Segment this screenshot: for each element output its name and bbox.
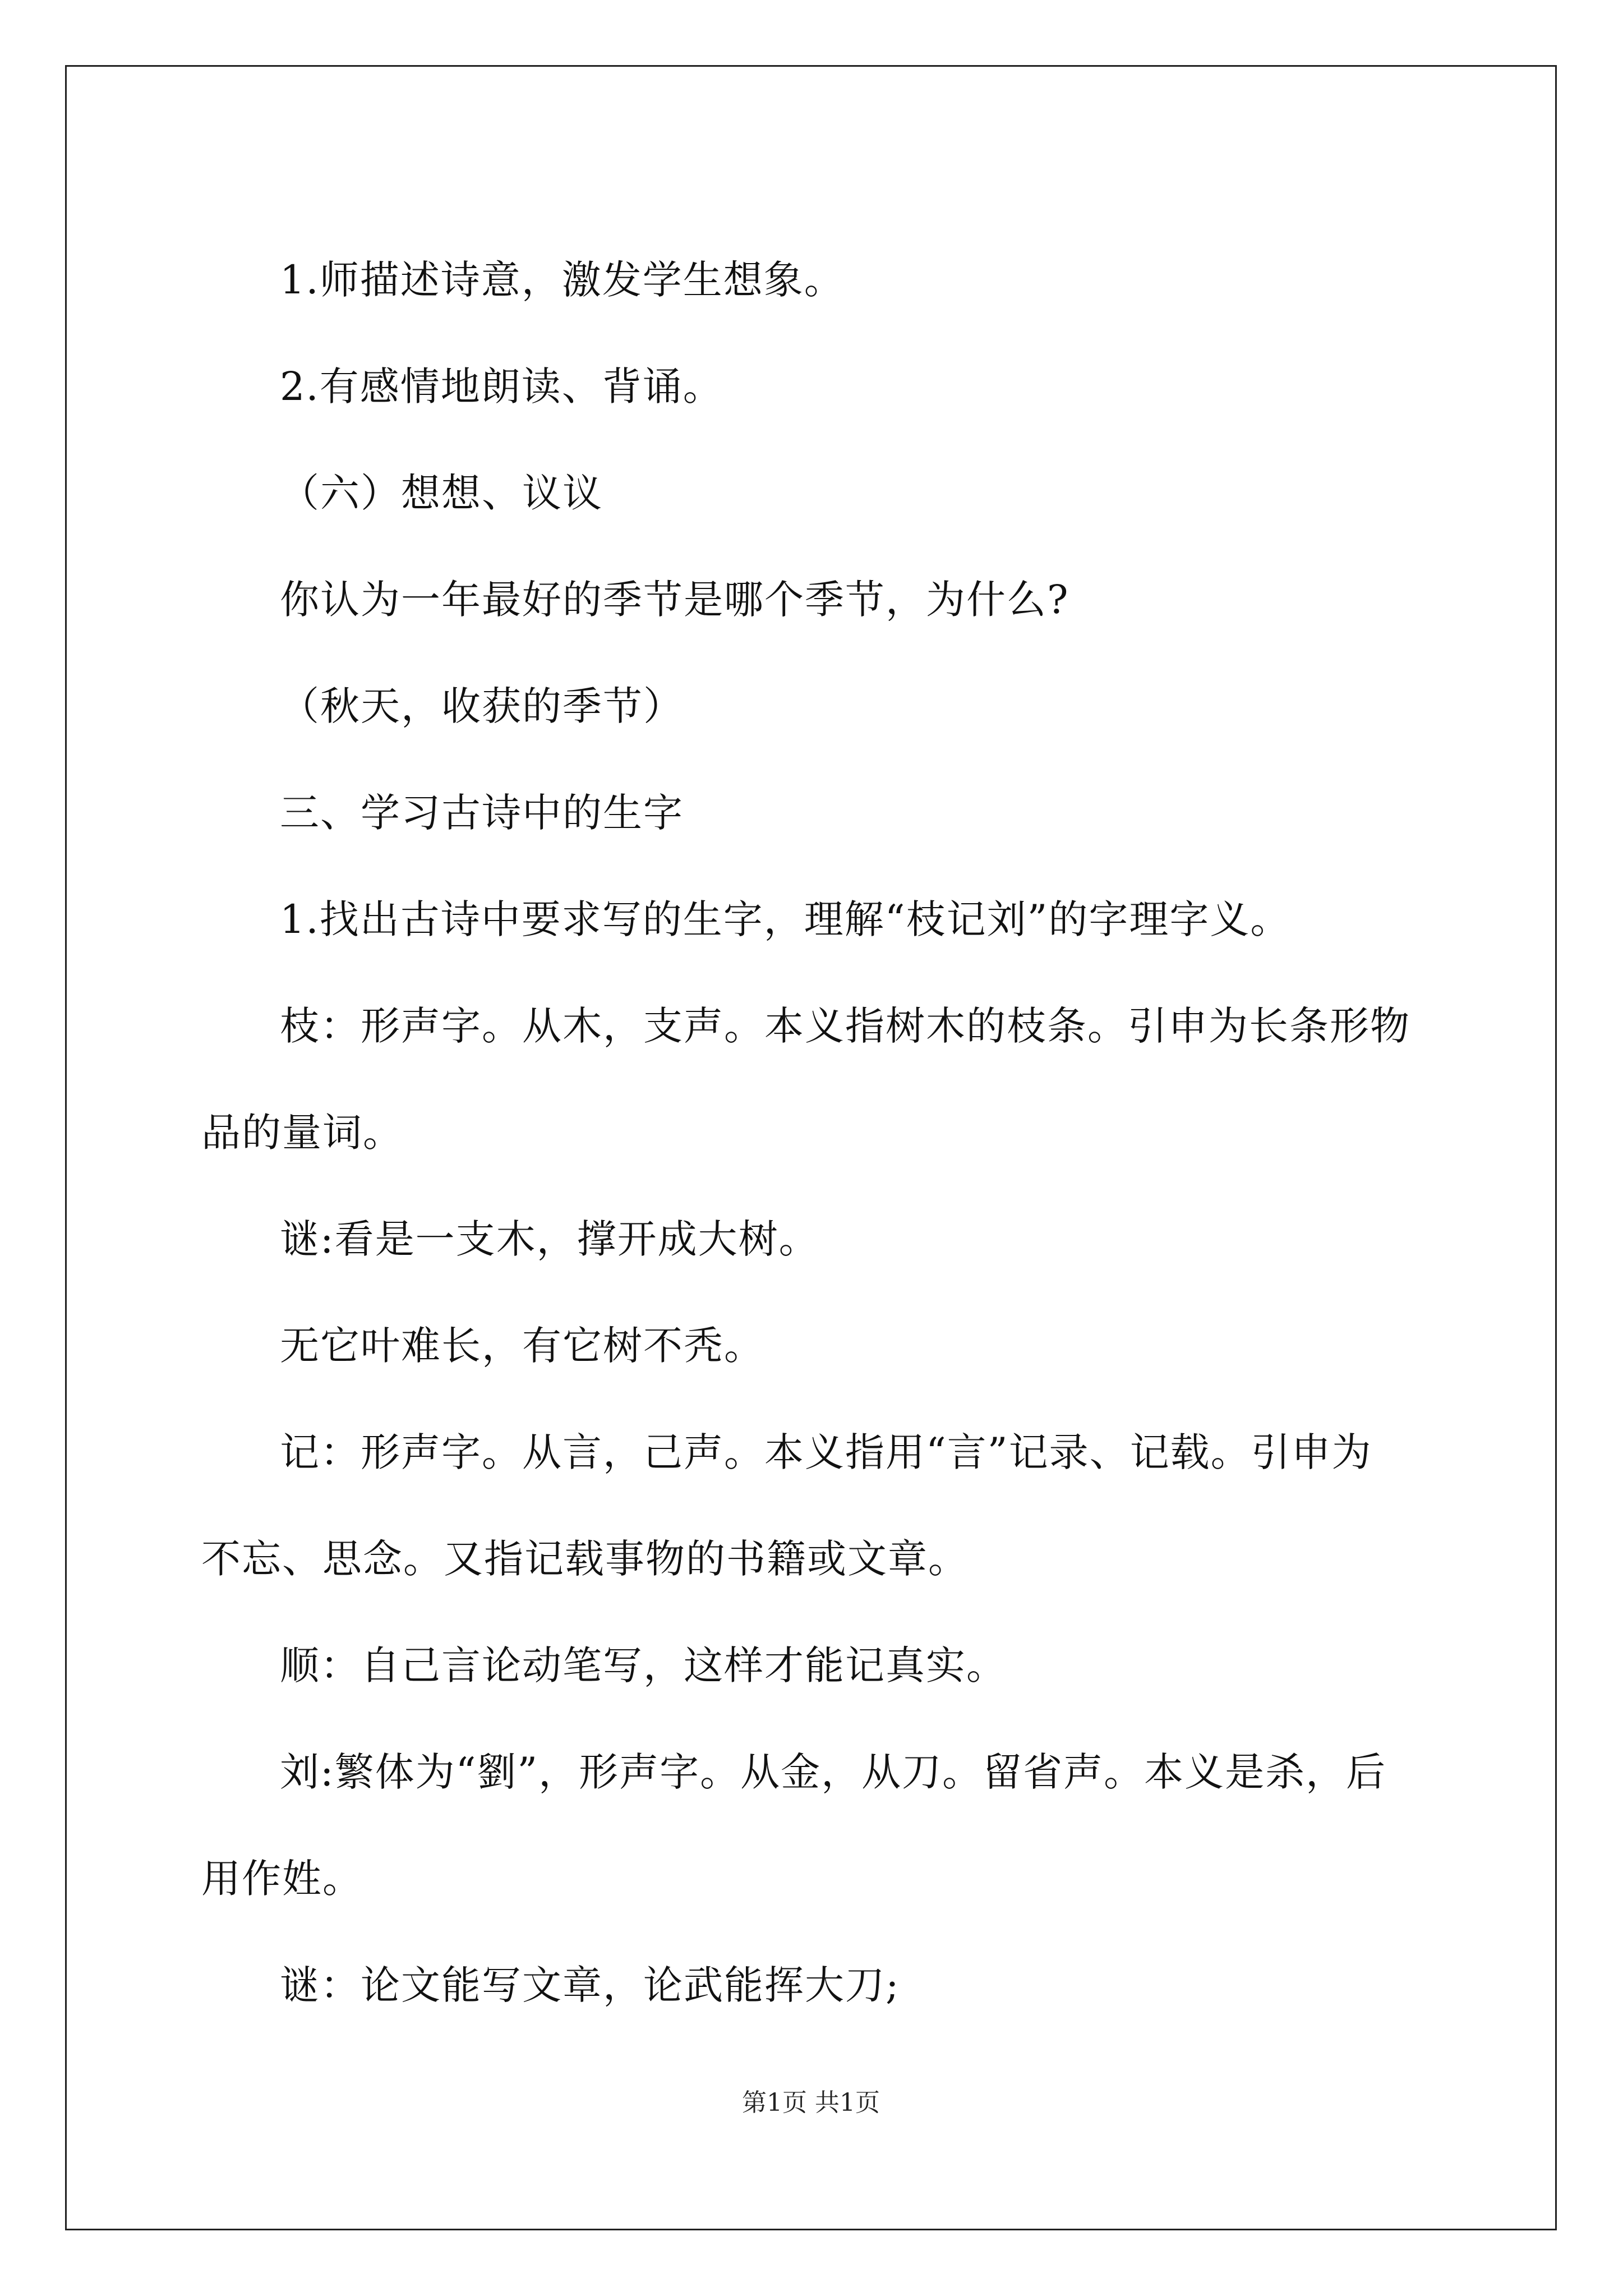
paragraph: 品的量词。	[201, 1110, 403, 1156]
paragraph: 三、学习古诗中的生字	[280, 790, 684, 836]
paragraph: 不忘、思念。又指记载事物的书籍或文章。	[201, 1536, 969, 1582]
paragraph: （六）想想、议议	[280, 470, 603, 516]
paragraph: 刘:繁体为“劉”，形声字。从金，从刀。留省声。本义是杀，后	[280, 1749, 1387, 1795]
paragraph: 枝：形声字。从木，支声。本义指树木的枝条。引申为长条形物	[280, 1003, 1410, 1049]
paragraph: 谜:看是一支木，撑开成大树。	[280, 1216, 819, 1262]
paragraph: 你认为一年最好的季节是哪个季节，为什么?	[280, 577, 1069, 623]
paragraph: 用作姓。	[201, 1856, 363, 1902]
paragraph: 谜：论文能写文章，论武能挥大刀;	[280, 1962, 900, 2008]
paragraph: 无它叶难长，有它树不秃。	[280, 1323, 764, 1369]
paragraph: 顺：自己言论动笔写，这样才能记真实。	[280, 1642, 1007, 1688]
page-frame	[65, 65, 1557, 2230]
paragraph: 1.找出古诗中要求写的生字，理解“枝记刘”的字理字义。	[280, 896, 1291, 942]
paragraph: （秋天，收获的季节）	[280, 683, 684, 729]
paragraph: 2.有感情地朗读、背诵。	[280, 364, 723, 409]
document-body	[67, 67, 1555, 2229]
paragraph: 1.师描述诗意，激发学生想象。	[280, 257, 845, 303]
paragraph: 记：形声字。从言，己声。本义指用“言”记录、记载。引申为	[280, 1429, 1372, 1475]
page-footer: 第1页 共1页	[742, 2088, 880, 2117]
